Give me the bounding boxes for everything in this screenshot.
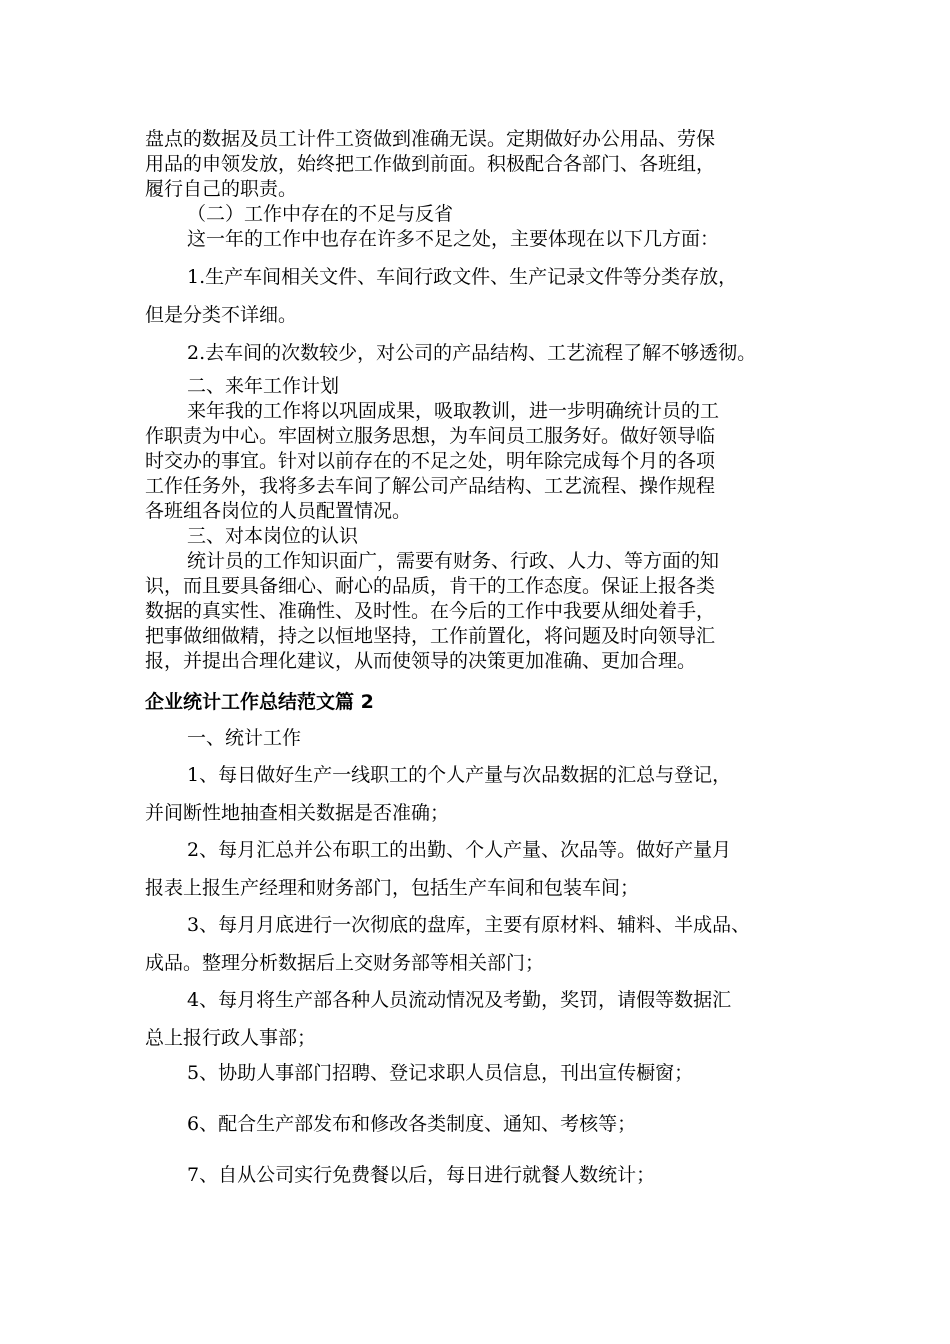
text-line: 3、每月月底进行一次彻底的盘库，主要有原材料、辅料、半成品、 bbox=[187, 914, 751, 936]
text-line: 作职责为中心。牢固树立服务思想，为车间员工服务好。做好领导临 bbox=[145, 425, 716, 447]
text-line: 6、配合生产部发布和修改各类制度、通知、考核等； bbox=[187, 1113, 637, 1135]
text-line: 统计员的工作知识面广，需要有财务、行政、人力、等方面的知 bbox=[187, 550, 720, 572]
text-line: 7、自从公司实行免费餐以后，每日进行就餐人数统计； bbox=[187, 1164, 656, 1186]
list-item bbox=[145, 1160, 815, 1187]
text-line: 报，并提出合理化建议，从而使领导的决策更加准确、更加合理。 bbox=[145, 650, 697, 672]
text-line: 2.去车间的次数较少，对公司的产品结构、工艺流程了解不够透彻。 bbox=[187, 342, 757, 364]
text-line: 1.生产车间相关文件、车间行政文件、生产记录文件等分类存放， bbox=[187, 266, 738, 288]
text-line: 数据的真实性、准确性、及时性。在今后的工作中我要从细处着手， bbox=[145, 600, 716, 622]
text-line: 1、每日做好生产一线职工的个人产量与次品数据的汇总与登记， bbox=[187, 764, 732, 786]
paragraph-plan bbox=[145, 399, 815, 524]
text-line: 识，而且要具备细心、耐心的品质，肯干的工作态度。保证上报各类 bbox=[145, 575, 716, 597]
text-line: 盘点的数据及员工计件工资做到准确无误。定期做好办公用品、劳保 bbox=[145, 128, 716, 150]
shortcomings-intro-block bbox=[145, 227, 815, 252]
text-line: 总上报行政人事部； bbox=[145, 1027, 317, 1049]
text-line: 报表上报生产经理和财务部门，包括生产车间和包装车间； bbox=[145, 877, 640, 899]
shortcoming-2 bbox=[145, 338, 815, 365]
text-line: 各班组各岗位的人员配置情况。 bbox=[145, 500, 412, 522]
shortcomings-intro: 这一年的工作中也存在许多不足之处，主要体现在以下几方面： bbox=[187, 228, 720, 250]
text-line: 工作任务外，我将多去车间了解公司产品结构、工艺流程、操作规程 bbox=[145, 475, 716, 497]
heading-stats-block bbox=[145, 723, 815, 750]
heading-role: 三、对本岗位的认识 bbox=[187, 525, 359, 547]
text-line: 把事做细做精，持之以恒地坚持，工作前置化，将问题及时向领导汇 bbox=[145, 625, 716, 647]
heading-plan: 二、来年工作计划 bbox=[187, 375, 340, 397]
section-title: 企业统计工作总结范文篇 2 bbox=[145, 691, 374, 713]
text-line: 并间断性地抽查相关数据是否准确； bbox=[145, 802, 450, 824]
text-line: 5、协助人事部门招聘、登记求职人员信息，刊出宣传橱窗； bbox=[187, 1062, 694, 1084]
text-line: 4、每月将生产部各种人员流动情况及考勤，奖罚，请假等数据汇 bbox=[187, 989, 732, 1011]
heading-shortcomings: （二）工作中存在的不足与反省 bbox=[187, 203, 454, 225]
text-line: 用品的申领发放，始终把工作做到前面。积极配合各部门、各班组， bbox=[145, 153, 716, 175]
list-item bbox=[145, 1058, 815, 1085]
text-line: 成品。整理分析数据后上交财务部等相关部门； bbox=[145, 952, 545, 974]
heading-role-block bbox=[145, 524, 815, 549]
heading-stats: 一、统计工作 bbox=[187, 727, 302, 749]
list-item bbox=[145, 1109, 815, 1136]
text-line: 来年我的工作将以巩固成果，吸取教训，进一步明确统计员的工 bbox=[187, 400, 720, 422]
heading-plan-block bbox=[145, 374, 815, 399]
text-line: 履行自己的职责。 bbox=[145, 178, 298, 200]
paragraph-role bbox=[145, 549, 815, 674]
text-line: 2、每月汇总并公布职工的出勤、个人产量、次品等。做好产量月 bbox=[187, 839, 732, 861]
text-line: 时交办的事宜。针对以前存在的不足之处，明年除完成每个月的各项 bbox=[145, 450, 716, 472]
paragraph-inventory bbox=[145, 127, 815, 202]
text-line: 但是分类不详细。 bbox=[145, 304, 298, 326]
heading-shortcomings-block bbox=[145, 202, 815, 227]
